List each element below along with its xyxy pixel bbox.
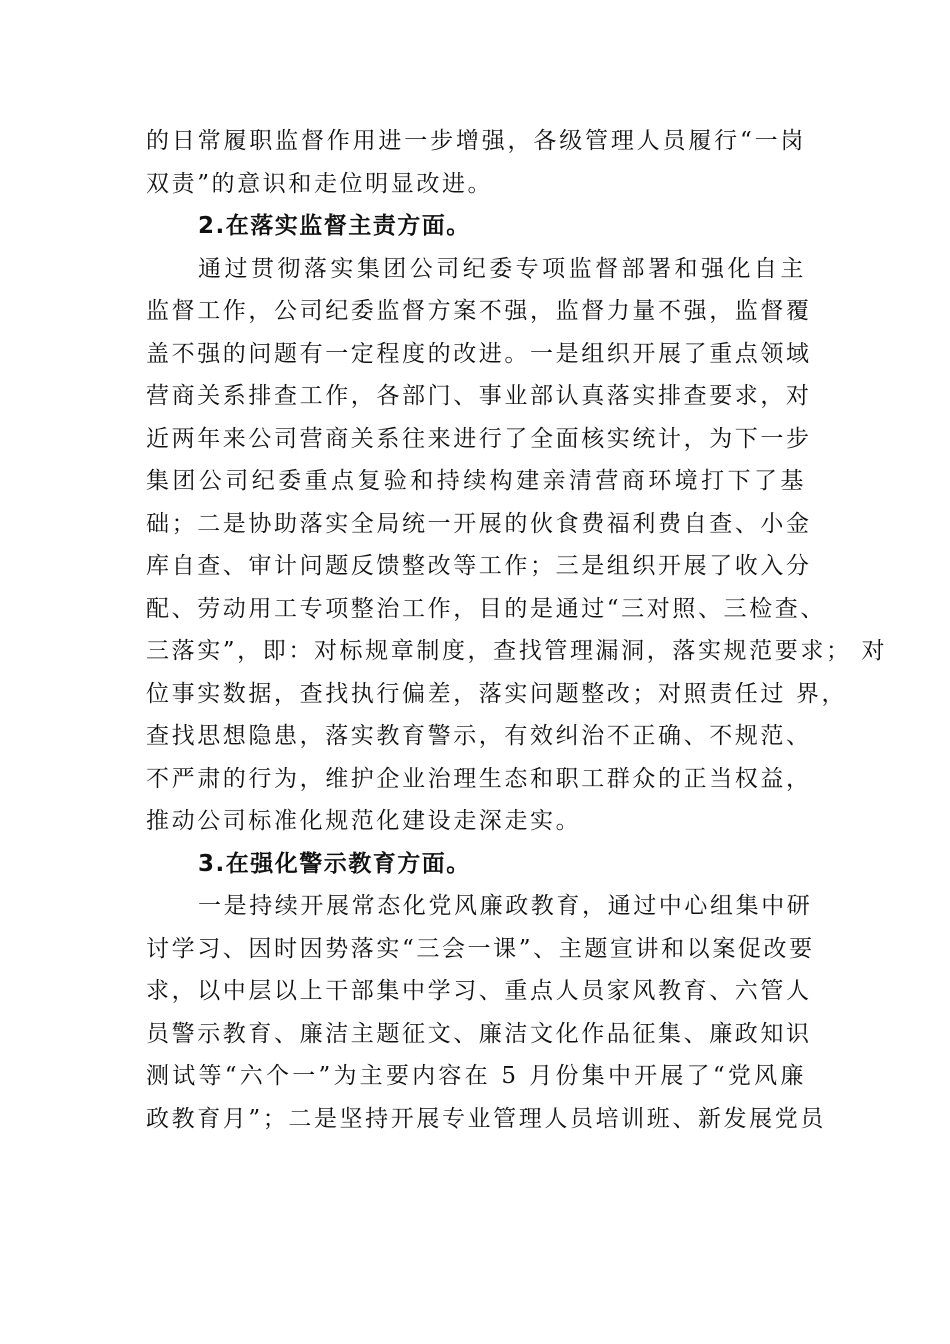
text-line: 查找思想隐患，落实教育警示，有效纠治不正确、不规范、 xyxy=(146,723,812,749)
text-line: 集团公司纪委重点复验和持续构建亲清营商环境打下了基 xyxy=(146,468,806,494)
text-line: 的日常履职监督作用进一步增强，各级管理人员履行“一岗 xyxy=(146,128,806,154)
text-line: 库自查、审计问题反馈整改等工作；三是组织开展了收入分 xyxy=(146,553,812,579)
text-line: 监督工作，公司纪委监督方案不强，监督力量不强，监督覆 xyxy=(146,298,812,324)
text-line: 求，以中层以上干部集中学习、重点人员家风教育、六管人 xyxy=(146,978,812,1004)
text-line: 不严肃的行为，维护企业治理生态和职工群众的正当权益， xyxy=(146,765,812,792)
document-body xyxy=(146,120,888,1140)
text-line: 配、劳动用工专项整治工作，目的是通过“三对照、三检查、 xyxy=(146,595,826,622)
section-heading-2: 2.在落实监督主责方面。 xyxy=(198,213,471,239)
text-line: 测试等“六个一”为主要内容在 5 月份集中开展了“党风廉 xyxy=(146,1063,806,1089)
text-line: 通过贯彻落实集团公司纪委专项监督部署和强化自主 xyxy=(198,255,806,282)
text-line: 政教育月”；二是坚持开展专业管理人员培训班、新发展党员 xyxy=(146,1105,826,1132)
paragraph-3 xyxy=(146,885,826,1140)
text-line: 营商关系排查工作，各部门、事业部认真落实排查要求，对 xyxy=(146,383,812,409)
text-line: 三落实”，即：对标规章制度，查找管理漏洞，落实规范要求； 对 xyxy=(146,638,888,664)
text-line: 近两年来公司营商关系往来进行了全面核实统计，为下一步 xyxy=(146,425,812,452)
paragraph-1 xyxy=(146,120,806,205)
text-line: 双责”的意识和走位明显改进。 xyxy=(146,170,494,197)
text-line: 位事实数据，查找执行偏差，落实问题整改；对照责任过 界， xyxy=(146,680,848,707)
text-line: 一是持续开展常态化党风廉政教育，通过中心组集中研 xyxy=(198,893,813,919)
text-line: 盖不强的问题有一定程度的改进。一是组织开展了重点领域 xyxy=(146,340,812,367)
section-heading-3: 3.在强化警示教育方面。 xyxy=(198,850,471,877)
text-line: 讨学习、因时因势落实“三会一课”、主题宣讲和以案促改要 xyxy=(146,935,815,962)
text-line: 员警示教育、廉洁主题征文、廉洁文化作品征集、廉政知识 xyxy=(146,1020,812,1047)
text-line: 础；二是协助落实全局统一开展的伙食费福利费自查、小金 xyxy=(146,510,812,537)
text-line: 推动公司标准化规范化建设走深走实。 xyxy=(146,808,582,834)
paragraph-2 xyxy=(146,248,888,843)
